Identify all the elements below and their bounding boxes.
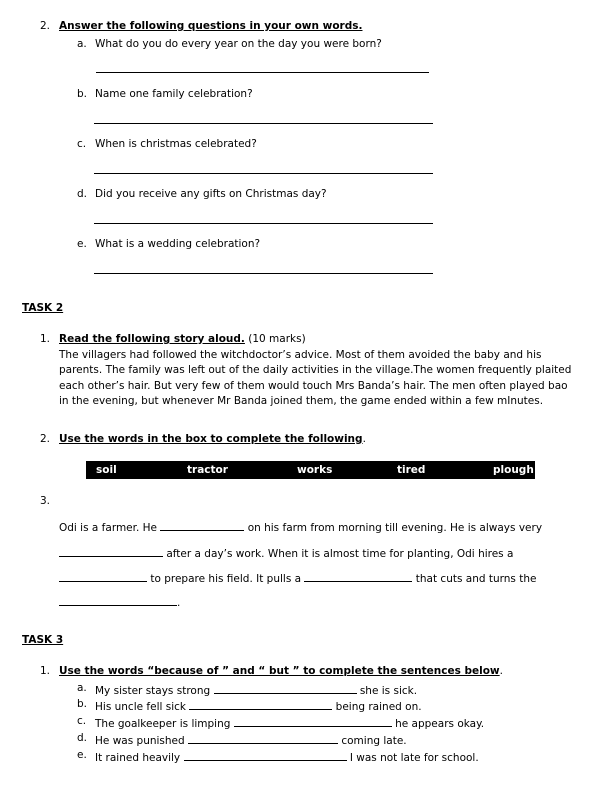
q2d-text: Did you receive any gifts on Christmas day? — [95, 188, 327, 200]
task2-title: TASK 2 — [22, 302, 64, 314]
answer-line-a[interactable] — [96, 72, 429, 73]
task3-item1-period: . — [499, 665, 503, 677]
word-box-item: tired — [397, 464, 426, 476]
fill-sentence-3: to prepare his field. It pulls a that cuts and turns the — [59, 570, 536, 585]
q2-number: 2. — [40, 20, 51, 32]
t3d-letter: d. — [77, 732, 88, 744]
blank-4[interactable] — [304, 570, 412, 582]
word-box — [86, 461, 535, 479]
fill-sentence-4: . — [59, 594, 180, 609]
t3e-letter: e. — [77, 749, 87, 761]
task2-item2-number: 2. — [40, 433, 51, 445]
answer-line-d[interactable] — [94, 223, 433, 224]
q2d-letter: d. — [77, 188, 88, 200]
blank-t3d[interactable] — [188, 732, 338, 744]
answer-line-c[interactable] — [94, 173, 433, 174]
q2a-letter: a. — [77, 38, 87, 50]
t3c-letter: c. — [77, 715, 87, 727]
blank-2[interactable] — [59, 545, 163, 557]
task3-item1-number: 1. — [40, 665, 51, 677]
q2c-letter: c. — [77, 138, 87, 150]
q2e-letter: e. — [77, 238, 87, 250]
q2c-text: When is christmas celebrated? — [95, 138, 257, 150]
word-box-item: plough — [493, 464, 534, 476]
task3-title: TASK 3 — [22, 634, 64, 646]
t3-sentence-d: He was punished coming late. — [95, 732, 407, 747]
blank-t3b[interactable] — [189, 698, 332, 710]
q2a-text: What do you do every year on the day you were born? — [95, 38, 382, 50]
word-box-item: works — [297, 464, 333, 476]
blank-t3c[interactable] — [234, 715, 392, 727]
blank-t3a[interactable] — [214, 682, 357, 694]
q2b-letter: b. — [77, 88, 88, 100]
t3a-letter: a. — [77, 682, 87, 694]
fill-sentence-2: after a day’s work. When it is almost time for planting, Odi hires a — [59, 545, 513, 560]
t3-sentence-b: His uncle fell sick being rained on. — [95, 698, 422, 713]
q2b-text: Name one family celebration? — [95, 88, 253, 100]
q2e-text: What is a wedding celebration? — [95, 238, 261, 250]
task2-item1-marks: (10 marks) — [248, 333, 306, 345]
word-box-item: soil — [96, 464, 117, 476]
task2-item3-number: 3. — [40, 495, 51, 507]
story-paragraph: The villagers had followed the witchdoctor’s advice. Most of them avoided the baby and his parents. The family was left out of the daily activities in the village.The women frequently plaited each other’s hair. But very few of them would touch Mrs Banda’s hair. The men often played bao in the evening, but whenever Mr Banda joined them, the game ended within a few mInutes. — [59, 349, 572, 407]
t3-sentence-c: The goalkeeper is limping he appears okay. — [95, 715, 484, 730]
blank-1[interactable] — [160, 519, 244, 531]
blank-5[interactable] — [59, 594, 177, 606]
blank-3[interactable] — [59, 570, 147, 582]
t3b-letter: b. — [77, 698, 88, 710]
t3-sentence-a: My sister stays strong she is sick. — [95, 682, 417, 697]
blank-t3e[interactable] — [184, 749, 347, 761]
word-box-item: tractor — [187, 464, 228, 476]
task2-item1-heading: Read the following story aloud. — [59, 333, 245, 345]
task2-item2-period: . — [362, 433, 366, 445]
task2-item2-heading: Use the words in the box to complete the following — [59, 433, 363, 445]
task3-item1-heading: Use the words “because of ” and “ but ” to complete the sentences below — [59, 665, 500, 677]
fill-sentence-1: Odi is a farmer. He on his farm from morning till evening. He is always very — [59, 519, 542, 534]
t3-sentence-e: It rained heavily I was not late for school. — [95, 749, 479, 764]
answer-line-e[interactable] — [94, 273, 433, 274]
q2-heading: Answer the following questions in your own words. — [59, 20, 363, 32]
answer-line-b[interactable] — [94, 123, 433, 124]
task2-item1-number: 1. — [40, 333, 51, 345]
